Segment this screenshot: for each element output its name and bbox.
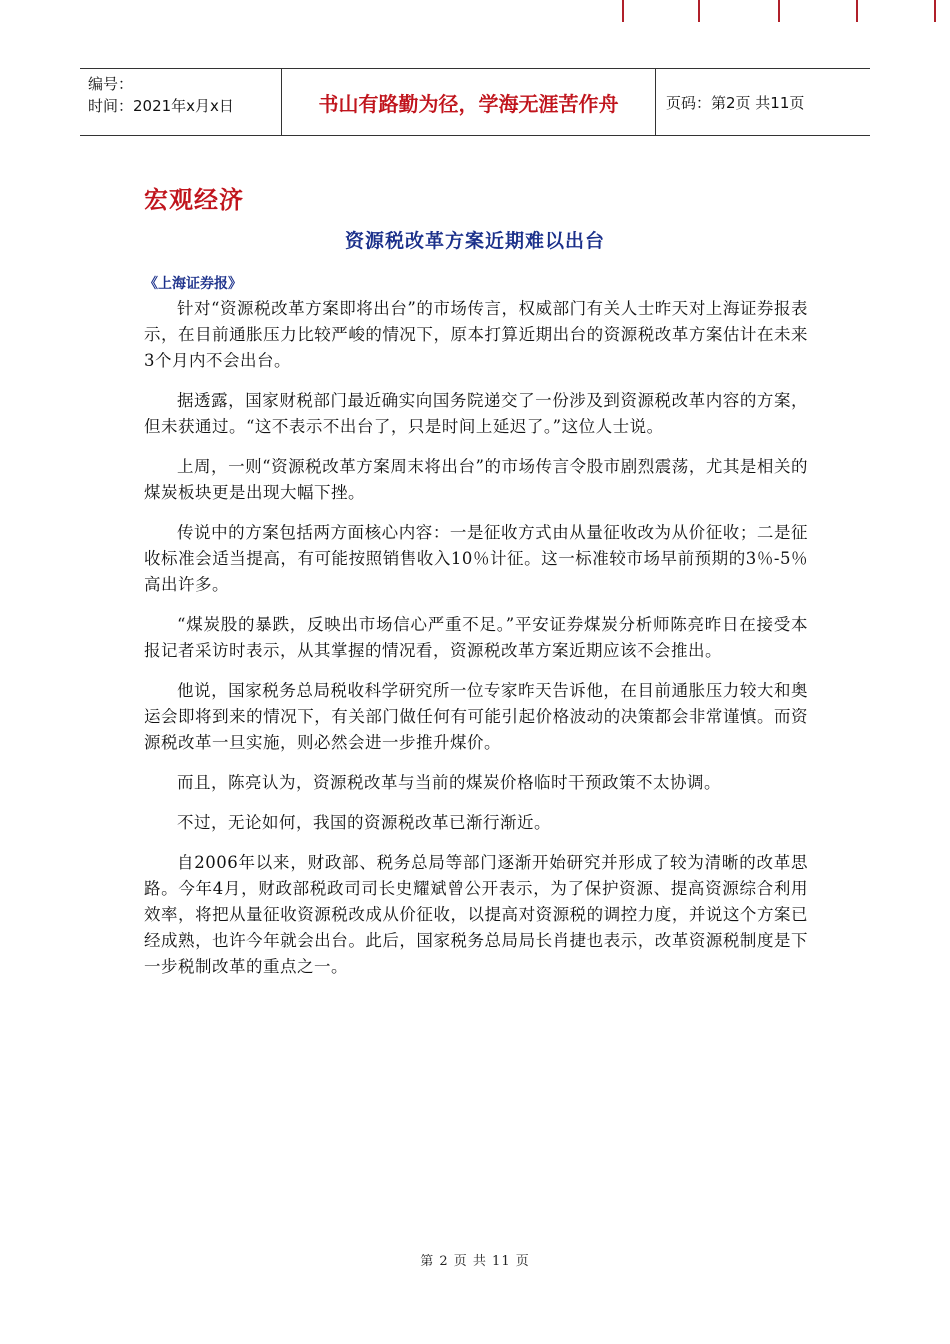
article-paragraph: 自2006年以来，财政部、税务总局等部门逐渐开始研究并形成了较为清晰的改革思路。今年4月，财政部税政司司长史耀斌曾公开表示，为了保护资源、提高资源综合利用效率，将把从量征收资源税改成从价征收，以提高对资源税的调控力度，并说这个方案已经成熟，也许今年就会出台。此后，国家税务总局局长肖捷也表示，改革资源税制度是下一步税制改革的重点之一。 — [144, 853, 808, 976]
corner-mark — [778, 0, 780, 22]
serial-label: 编号： — [88, 75, 134, 93]
article-paragraph: 而且，陈亮认为，资源税改革与当前的煤炭价格临时干预政策不太协调。 — [177, 773, 721, 792]
article-paragraph: 针对“资源税改革方案即将出台”的市场传言，权威部门有关人士昨天对上海证券报表示，在目前通胀压力比较严峻的情况下，原本打算近期出台的资源税改革方案估计在未来3个月内不会出台。 — [144, 299, 808, 370]
article-paragraph: 据透露，国家财税部门最近确实向国务院递交了一份涉及到资源税改革内容的方案，但未获通过。“这不表示不出台了，只是时间上延迟了。”这位人士说。 — [144, 391, 808, 436]
article-paragraph: “煤炭股的暴跌，反映出市场信心严重不足。”平安证券煤炭分析师陈亮昨日在接受本报记者采访时表示，从其掌握的情况看，资源税改革方案近期应该不会推出。 — [144, 615, 808, 660]
corner-mark — [698, 0, 700, 22]
article-title: 资源税改革方案近期难以出台 — [344, 230, 605, 252]
header-page-info: 页码：第2页 共11页 — [666, 93, 805, 112]
document-header — [80, 68, 870, 136]
page-footer: 第 2 页 共 11 页 — [420, 1254, 530, 1269]
article-paragraph: 不过，无论如何，我国的资源税改革已渐行渐近。 — [177, 813, 551, 832]
article-source: 《上海证券报》 — [144, 276, 242, 292]
section-title: 宏观经济 — [144, 186, 244, 214]
header-meta — [80, 69, 282, 135]
corner-marks — [610, 0, 950, 28]
corner-mark — [856, 0, 858, 22]
corner-mark — [934, 0, 936, 22]
article-paragraph: 传说中的方案包括两方面核心内容：一是征收方式由从量征收改为从价征收；二是征收标准会适当提高，有可能按照销售收入10％计征。这一标准较市场早前预期的3％-5％高出许多。 — [144, 523, 808, 594]
header-motto: 书山有路勤为径，学海无涯苦作舟 — [282, 69, 656, 135]
article-paragraph: 他说，国家税务总局税收科学研究所一位专家昨天告诉他，在目前通胀压力较大和奥运会即将到来的情况下，有关部门做任何有可能引起价格波动的决策都会非常谨慎。而资源税改革一旦实施，则必然会进一步推升煤价。 — [144, 681, 808, 752]
article-body — [144, 296, 808, 980]
date-line: 时间：2021年x月x日 — [88, 97, 234, 115]
corner-mark — [622, 0, 624, 22]
article-paragraph: 上周，一则“资源税改革方案周末将出台”的市场传言令股市剧烈震荡，尤其是相关的煤炭板块更是出现大幅下挫。 — [144, 457, 808, 502]
